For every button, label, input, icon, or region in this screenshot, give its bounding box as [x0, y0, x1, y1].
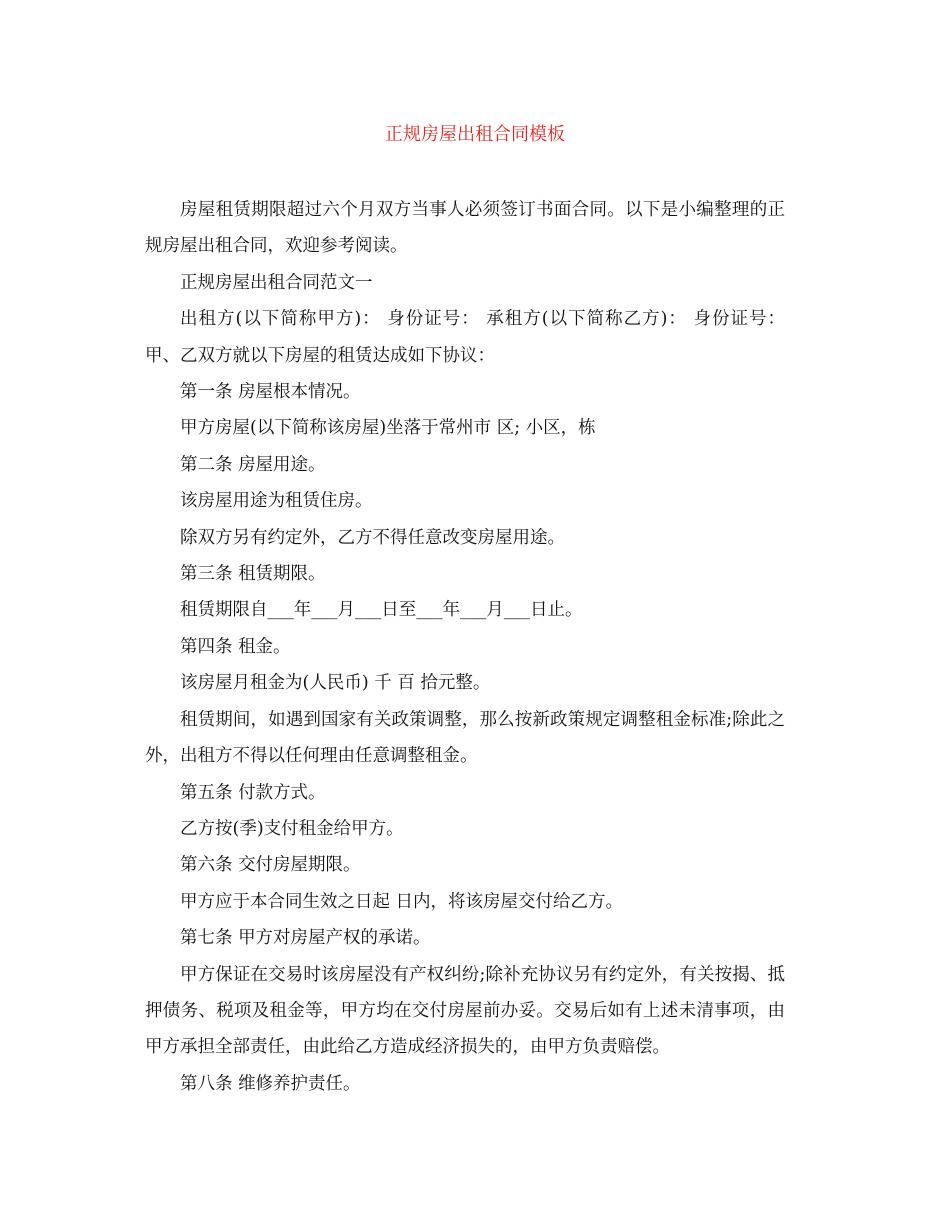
paragraph-article-2-body-2: 除双方另有约定外，乙方不得任意改变房屋用途。 [180, 527, 565, 548]
paragraph-article-3-heading: 第三条 租赁期限。 [180, 564, 326, 585]
paragraph-intro: 房屋租赁期限超过六个月双方当事人必须签订书面合同。以下是小编整理的正规房屋出租合同，欢迎参考阅读。 [145, 200, 785, 257]
paragraph-article-2-heading: 第二条 房屋用途。 [180, 454, 326, 475]
paragraph-article-3-body: 租赁期限自___年___月___日至___年___月___日止。 [180, 600, 583, 621]
paragraph-article-4-body-2: 租赁期间，如遇到国家有关政策调整，那么按新政策规定调整租金标准;除此之外，出租方不得以任何理由任意调整租金。 [145, 709, 785, 767]
paragraph-parties: 出租方(以下简称甲方)： 身份证号： 承租方(以下简称乙方)： 身份证号： 甲、乙双方就以下房屋的租赁达成如下协议： [145, 309, 785, 366]
document-body [145, 192, 785, 1102]
paragraph-sample-heading: 正规房屋出租合同范文一 [180, 272, 373, 293]
paragraph-article-4-body-1: 该房屋月租金为(人民币) 千 百 拾元整。 [180, 673, 491, 694]
paragraph-article-7-body: 甲方保证在交易时该房屋没有产权纠纷;除补充协议另有约定外，有关按揭、抵押债务、税项及租金等，甲方均在交付房屋前办妥。交易后如有上述未清事项，由甲方承担全部责任，由此给乙方造成经济损失的，由甲方负责赔偿。 [145, 964, 785, 1058]
paragraph-article-6-heading: 第六条 交付房屋期限。 [180, 855, 361, 876]
paragraph-article-7-heading: 第七条 甲方对房屋产权的承诺。 [180, 928, 431, 949]
paragraph-article-5-heading: 第五条 付款方式。 [180, 782, 326, 803]
paragraph-article-8-heading: 第八条 维修养护责任。 [180, 1073, 361, 1094]
paragraph-article-1-heading: 第一条 房屋根本情况。 [180, 382, 361, 403]
paragraph-article-1-body: 甲方房屋(以下简称该房屋)坐落于常州市 区; 小区，栋 [180, 418, 596, 439]
paragraph-article-2-body-1: 该房屋用途为租赁住房。 [180, 491, 373, 512]
paragraph-article-5-body: 乙方按(季)支付租金给甲方。 [180, 818, 404, 839]
paragraph-article-4-heading: 第四条 租金。 [180, 636, 291, 657]
document-title: 正规房屋出租合同模板 [385, 124, 565, 145]
paragraph-article-6-body: 甲方应于本合同生效之日起 日内，将该房屋交付给乙方。 [180, 891, 624, 912]
